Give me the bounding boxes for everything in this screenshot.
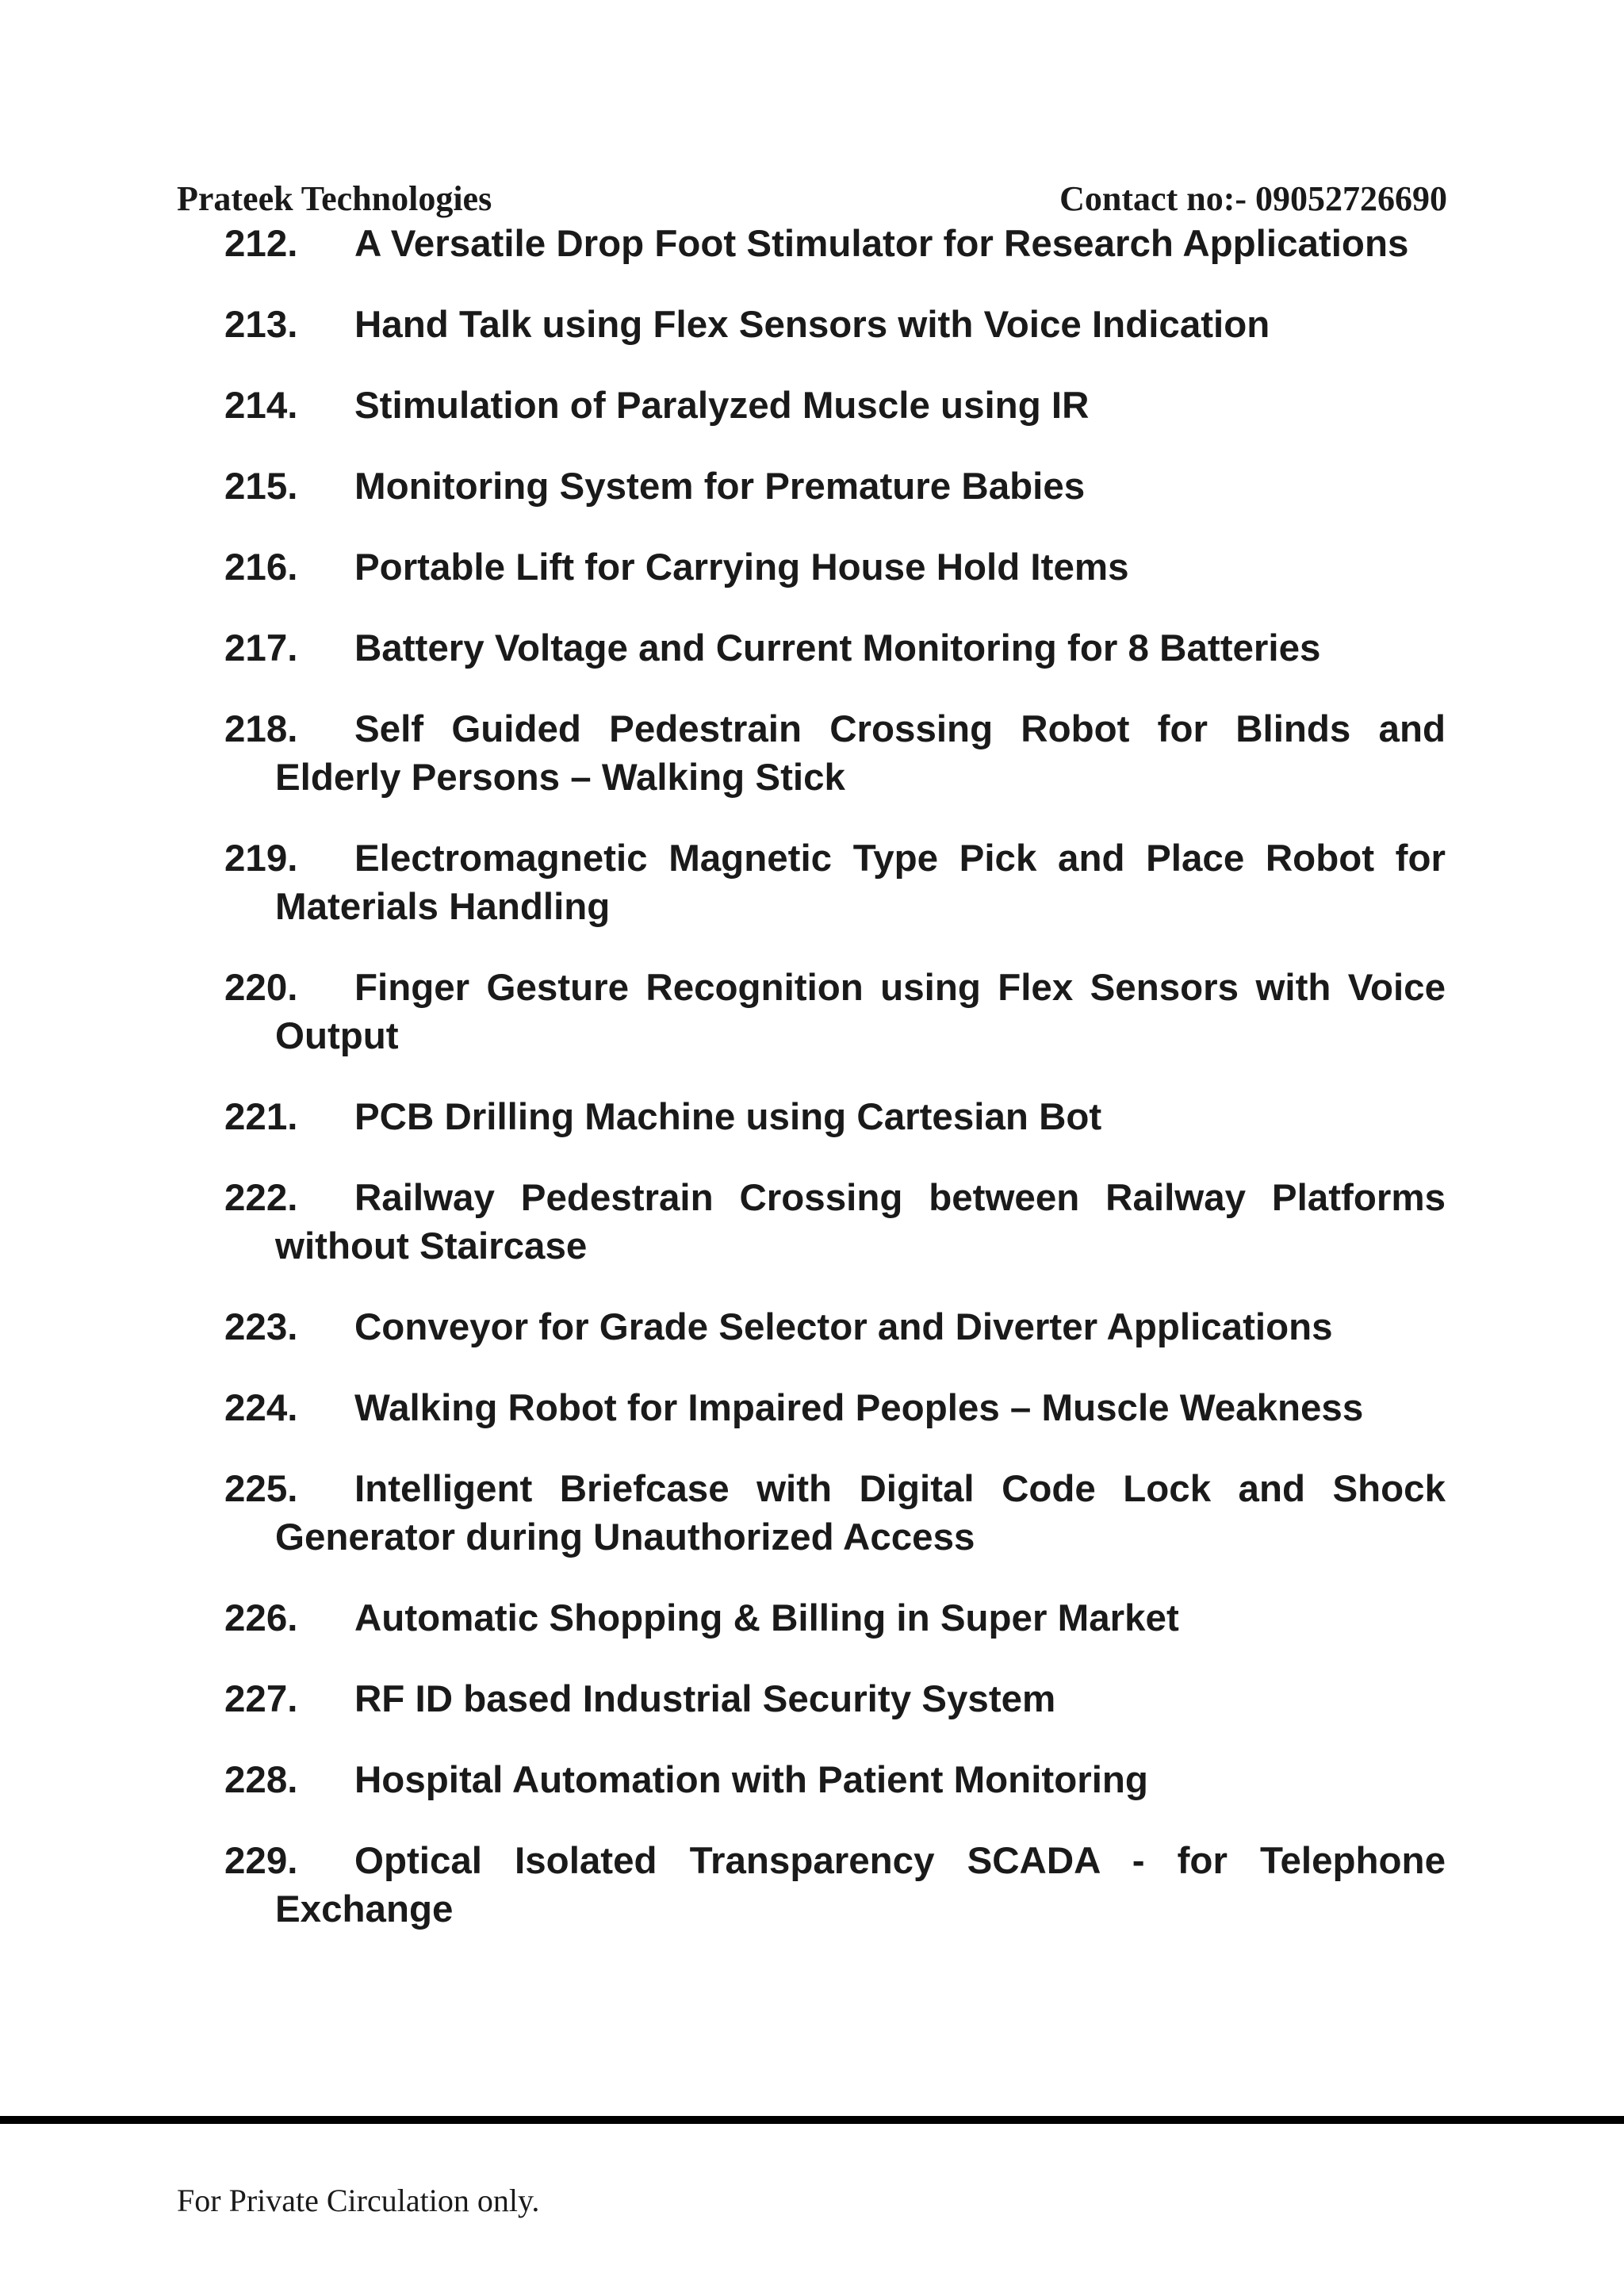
item-number: 228. <box>224 1759 298 1801</box>
item-number: 225. <box>224 1468 298 1510</box>
list-item <box>224 1756 1446 1804</box>
list-item <box>224 1384 1446 1432</box>
item-number: 226. <box>224 1597 298 1639</box>
item-title: Walking Robot for Impaired Peoples – Muscle Weakness <box>354 1387 1364 1429</box>
item-number: 223. <box>224 1306 298 1348</box>
list-item <box>224 1303 1446 1351</box>
item-number: 224. <box>224 1387 298 1429</box>
page-header <box>177 177 1447 221</box>
item-title: Stimulation of Paralyzed Muscle using IR <box>354 385 1090 427</box>
company-name: Prateek Technologies <box>177 179 492 218</box>
item-title: Finger Gesture Recognition using Flex Sensors with Voice Output <box>275 967 1446 1057</box>
list-item <box>224 705 1446 802</box>
item-number: 229. <box>224 1840 298 1882</box>
list-item <box>224 381 1446 430</box>
item-number: 212. <box>224 223 298 265</box>
footer-note: For Private Circulation only. <box>177 2183 540 2218</box>
list-item <box>224 624 1446 673</box>
item-number: 221. <box>224 1096 298 1138</box>
footer-divider <box>0 2116 1624 2124</box>
list-item <box>224 1465 1446 1562</box>
item-title: Intelligent Briefcase with Digital Code Lock and Shock Generator during Unauthorized Access <box>275 1468 1446 1558</box>
item-title: Hospital Automation with Patient Monitoring <box>354 1759 1148 1801</box>
list-item <box>224 462 1446 511</box>
item-number: 216. <box>224 546 298 588</box>
item-title: Portable Lift for Carrying House Hold Items <box>354 546 1129 588</box>
project-list <box>224 220 1446 1966</box>
list-item <box>224 1093 1446 1141</box>
item-number: 217. <box>224 627 298 669</box>
item-number: 220. <box>224 967 298 1009</box>
item-title: Hand Talk using Flex Sensors with Voice Indication <box>354 304 1270 346</box>
list-item <box>224 1837 1446 1934</box>
item-number: 219. <box>224 838 298 880</box>
list-item <box>224 1594 1446 1642</box>
item-title: Conveyor for Grade Selector and Diverter Applications <box>354 1306 1333 1348</box>
list-item <box>224 964 1446 1060</box>
item-title: Battery Voltage and Current Monitoring for 8 Batteries <box>354 627 1321 669</box>
contact-number: Contact no:- 09052726690 <box>1059 179 1447 218</box>
item-title: A Versatile Drop Foot Stimulator for Research Applications <box>354 223 1409 265</box>
list-item <box>224 301 1446 349</box>
list-item <box>224 543 1446 592</box>
list-item <box>224 1174 1446 1271</box>
list-item <box>224 220 1446 268</box>
item-title: Self Guided Pedestrain Crossing Robot for Blinds and Elderly Persons – Walking Stick <box>275 708 1446 799</box>
item-number: 218. <box>224 708 298 750</box>
list-item <box>224 834 1446 931</box>
item-title: RF ID based Industrial Security System <box>354 1678 1056 1720</box>
item-title: Optical Isolated Transparency SCADA - for Telephone Exchange <box>275 1840 1446 1930</box>
item-number: 213. <box>224 304 298 346</box>
item-number: 214. <box>224 385 298 427</box>
item-title: Electromagnetic Magnetic Type Pick and Place Robot for Materials Handling <box>275 838 1446 928</box>
item-number: 215. <box>224 466 298 508</box>
item-number: 227. <box>224 1678 298 1720</box>
item-title: Monitoring System for Premature Babies <box>354 466 1086 508</box>
list-item <box>224 1675 1446 1723</box>
item-title: PCB Drilling Machine using Cartesian Bot <box>354 1096 1102 1138</box>
item-title: Railway Pedestrain Crossing between Railway Platforms without Staircase <box>275 1177 1446 1267</box>
item-number: 222. <box>224 1177 298 1219</box>
item-title: Automatic Shopping & Billing in Super Market <box>354 1597 1179 1639</box>
